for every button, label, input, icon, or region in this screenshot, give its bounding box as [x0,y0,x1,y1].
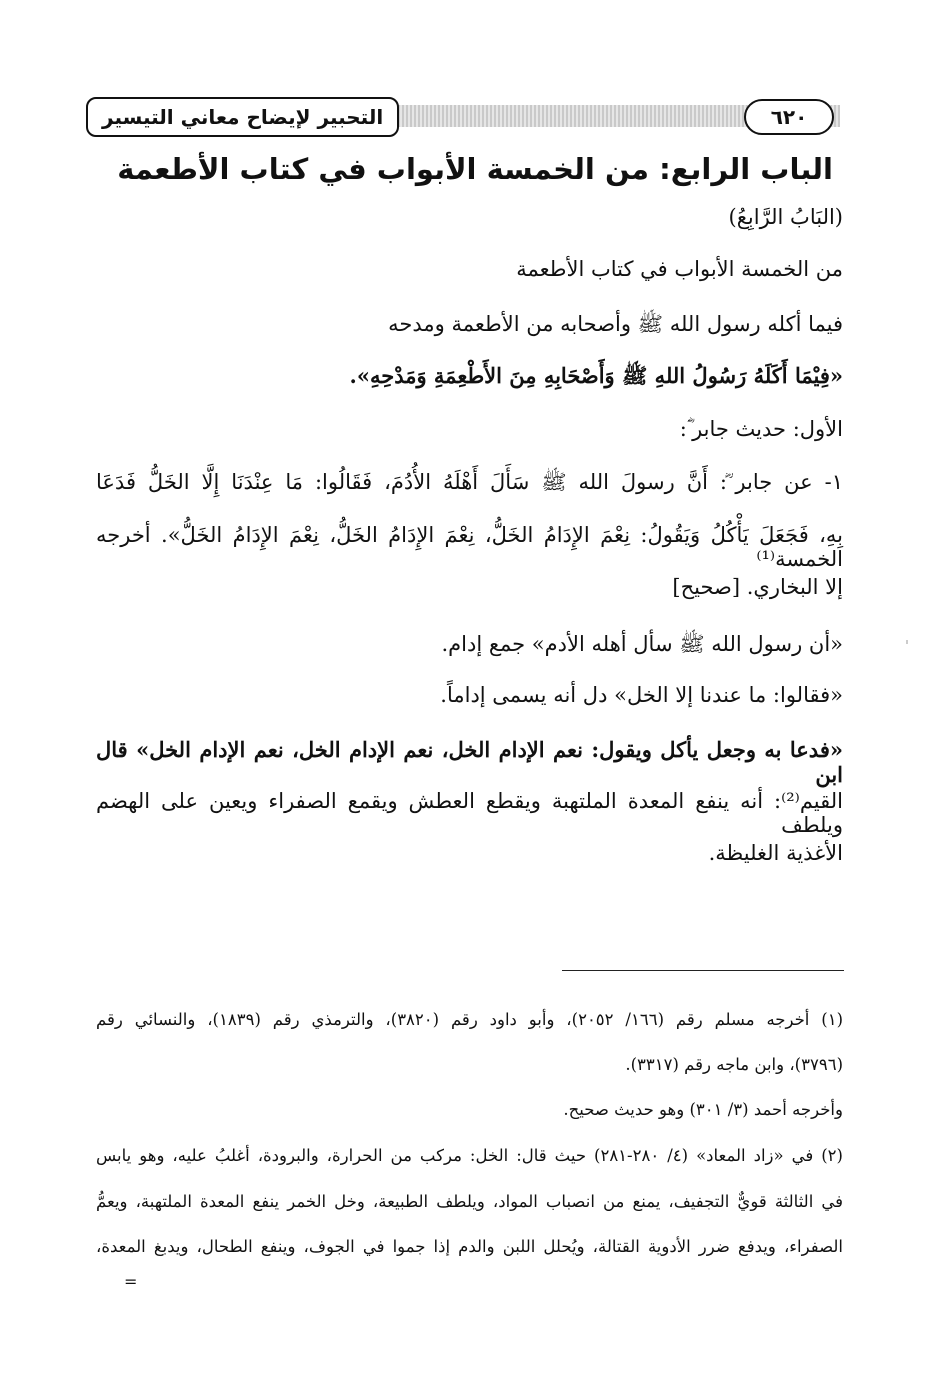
footnote-line: الصفراء، ويدفع ضرر الأدوية القتالة، ويُحلل اللبن والدم إذا جموا في الجوف، وينفع الطحال، ويدبغ المعدة، [96,1237,843,1256]
commentary-line: القيم⁽²⁾: أنه ينفع المعدة الملتهبة ويقطع العطش ويقمع الصفراء ويعين على الهضم ويلطف [96,789,843,837]
chapter-subtitle: (البَابُ الرَّابِعُ) [728,205,843,229]
commentary-line: «أن رسول الله ﷺ سأل أهله الأدم» جمع إدام. [441,632,843,656]
hadith-text-line: ١- عن جابر ؓ: أَنَّ رسولَ الله ﷺ سَأَلَ أَهْلَهُ الأُدُمَ، فَقَالُوا: مَا عِنْدَنَا إِلَّا الخَلُّ فَدَعَا [96,470,843,494]
footnote-line: (١) أخرجه مسلم رقم (١٦٦/ ٢٠٥٢)، وأبو داود رقم (٣٨٢٠)، والترمذي رقم (١٨٣٩)، والنسائي رقم [96,1010,843,1029]
page-number: ٦٢٠ [744,99,834,135]
quoted-heading: «فِيْمَا أَكَلَهُ رَسُولُ اللهِ ﷺ وَأَصْحَابِهِ مِنَ الأَطْعِمَةِ وَمَدْحِهِ». [349,363,843,388]
hadith-grading: إلا البخاري. [صحيح] [672,575,843,599]
commentary-line: الأغذية الغليظة. [708,841,843,865]
continuation-mark: = [124,1272,138,1291]
running-header [86,97,840,139]
text-line: من الخمسة الأبواب في كتاب الأطعمة [516,257,843,281]
chapter-heading: الباب الرابع: من الخمسة الأبواب في كتاب الأطعمة [117,152,833,186]
footnote-line: وأخرجه أحمد (٣/ ٣٠١) وهو حديث صحيح. [563,1100,843,1119]
hadith-text-line: بِهِ، فَجَعَلَ يَأْكُلُ وَيَقُولُ: نِعْمَ الإِدَامُ الخَلُّ، نِعْمَ الإِدَامُ الخَلُّ، نِعْمَ الإِدَامُ الخَلُّ». أخرجه الخمسة⁽¹⁾ [96,523,843,571]
footnote-line: (٣٧٩٦)، وابن ماجه رقم (٣٣١٧). [625,1055,843,1074]
margin-speck [906,640,908,644]
section-heading: الأول: حديث جابر ؓ: [679,417,843,441]
footnote-line: (٢) في «زاد المعاد» (٤/ ٢٨٠-٢٨١) حيث قال: الخل: مركب من الحرارة، والبرودة، أغلبُ عليه، وهو يابس [96,1146,843,1165]
commentary-line: «فدعا به وجعل يأكل ويقول: نعم الإدام الخل، نعم الإدام الخل، نعم الإدام الخل» قال ابن [96,737,843,787]
book-title: التحبير لإيضاح معاني التيسير [86,97,399,137]
footnote-line: في الثالثة قويٌّ التجفيف، يمنع من انصباب المواد، ويلطف الطبيعة، وخل الخمر ينفع المعدة الملتهبة، ويعمُّ [96,1192,843,1211]
text-line: فيما أكله رسول الله ﷺ وأصحابه من الأطعمة ومدحه [388,312,843,336]
footnote-separator [562,970,844,971]
commentary-line: «فقالوا: ما عندنا إلا الخل» دل أنه يسمى إداماً. [440,683,843,707]
